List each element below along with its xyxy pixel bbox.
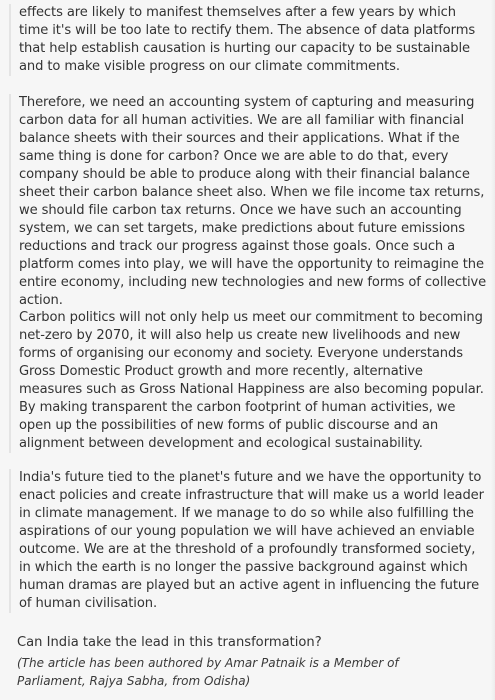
article-paragraph-4: India's future tied to the planet's future and we have the opportunity to enact policies and create infrastructure that will make us a world leader in climate management. If we manage to do so while also fulfilling the aspirations of our young population we will have achieved an enviable outcome. We are at the threshold of a profoundly transformed society, in which the earth is no longer the passive background against which human dramas are played but an active agent in influencing the future of human civilisation.	[9, 469, 487, 613]
closing-question: Can India take the lead in this transformation?	[17, 635, 322, 650]
article-paragraph-3: Carbon politics will not only help us meet our commitment to becoming net-zero by 2070, it will also help us create new livelihoods and new forms of organising our economy and society. Everyone understands Gross Domestic Product growth and more recently, alternative measures such as Gross National Happiness are also becoming popular. By making transparent the carbon footprint of human activities, we open up the possibilities of new forms of public discourse and an alignment between development and ecological sustainability.	[9, 309, 487, 453]
page-edge-shadow	[491, 0, 495, 700]
article-paragraph-2: Therefore, we need an accounting system of capturing and measuring carbon data for all human activities. We are all familiar with financial balance sheets with their sources and their applications. What if the same thing is done for carbon? Once we are able to do that, every company should be able to produce along with their financial balance sheet their carbon balance sheet also. When we file income tax returns, we should file carbon tax returns. Once we have such an accounting system, we can set targets, make predictions about future emissions reductions and track our progress against those goals. Once such a platform comes into play, we will have the opportunity to reimagine the entire economy, including new technologies and new forms of collective action.	[9, 94, 487, 310]
author-byline: (The article has been authored by Amar Patnaik is a Member of Parliament, Rajya Sabha, from Odisha)	[17, 656, 399, 688]
article-paragraph-1: effects are likely to manifest themselves after a few years by which time it's will be too late to rectify them. The absence of data platforms that help establish causation is hurting our capacity to be sustainable and to make visible progress on our climate commitments.	[9, 4, 487, 76]
